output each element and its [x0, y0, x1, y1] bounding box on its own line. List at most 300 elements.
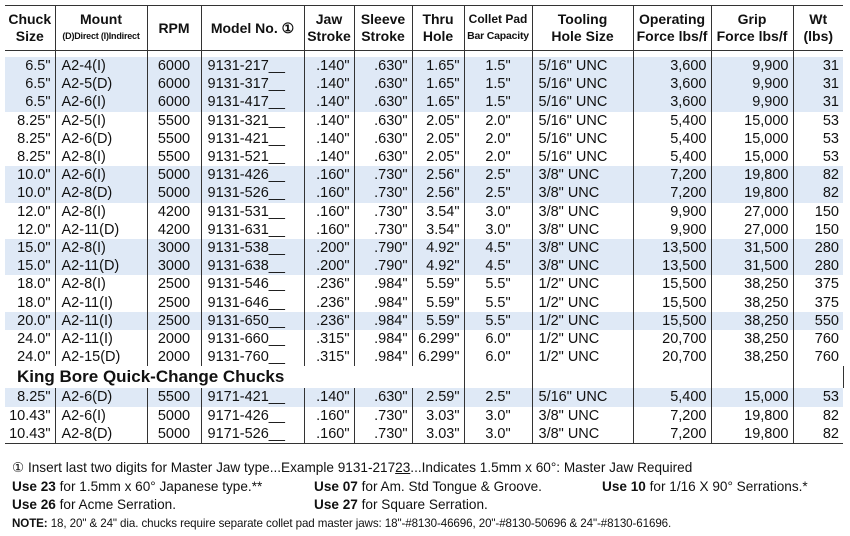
cell-operating-force: 20,700 — [633, 330, 711, 348]
cell-grip-force: 19,800 — [711, 166, 793, 184]
cell-tooling-hole-size: 1/2" UNC — [532, 312, 633, 330]
empty-cell — [412, 366, 464, 388]
cell-rpm: 5000 — [147, 407, 201, 425]
empty-cell — [793, 366, 843, 388]
table-row — [5, 257, 843, 275]
header-model-no — [201, 6, 304, 51]
master-jaw-note — [12, 459, 844, 478]
cell-tooling-hole-size: 5/16" UNC — [532, 57, 633, 75]
cell-mount: A2-6(I) — [55, 93, 147, 111]
table-row — [5, 330, 843, 348]
cell-sleeve-stroke: .790" — [354, 257, 412, 275]
cell-collet-pad-bar-capacity: 6.0" — [464, 348, 532, 366]
cell-weight: 82 — [793, 166, 843, 184]
cell-operating-force: 7,200 — [633, 425, 711, 444]
cell-chuck-size: 8.25" — [5, 148, 55, 166]
cell-mount: A2-8(I) — [55, 239, 147, 257]
cell-tooling-hole-size: 5/16" UNC — [532, 75, 633, 93]
king-bore-title: King Bore Quick-Change Chucks — [17, 366, 285, 386]
cell-thru-hole: 2.05" — [412, 112, 464, 130]
cell-thru-hole: 1.65" — [412, 93, 464, 111]
cell-mount: A2-6(I) — [55, 166, 147, 184]
cell-rpm: 2500 — [147, 275, 201, 293]
cell-collet-pad-bar-capacity: 5.5" — [464, 294, 532, 312]
cell-jaw-stroke: .140" — [304, 93, 354, 111]
cell-tooling-hole-size: 5/16" UNC — [532, 388, 633, 406]
cell-sleeve-stroke: .984" — [354, 294, 412, 312]
header-line1: Collet Pad — [468, 12, 528, 26]
header-line1: Jaw — [315, 11, 343, 27]
table-body — [5, 51, 843, 444]
cell-tooling-hole-size: 1/2" UNC — [532, 348, 633, 366]
cell-chuck-size: 10.43" — [5, 425, 55, 444]
header-line2: Bar Capacity — [467, 30, 529, 42]
cell-operating-force: 5,400 — [633, 388, 711, 406]
cell-tooling-hole-size: 1/2" UNC — [532, 330, 633, 348]
cell-weight: 53 — [793, 388, 843, 406]
header-line2: (D)Direct (I)Indirect — [62, 31, 140, 41]
cell-chuck-size: 24.0" — [5, 348, 55, 366]
cell-weight: 82 — [793, 184, 843, 202]
cell-model-no: 9131-421__ — [201, 130, 304, 148]
cell-operating-force: 5,400 — [633, 112, 711, 130]
code-desc: for Am. Std Tongue & Groove. — [357, 478, 542, 494]
cell-chuck-size: 10.0" — [5, 166, 55, 184]
header-line2: Model No. ① — [210, 19, 295, 36]
cell-weight: 280 — [793, 239, 843, 257]
use-codes-row-2 — [12, 496, 844, 515]
cell-jaw-stroke: .160" — [304, 407, 354, 425]
cell-thru-hole: 5.59" — [412, 294, 464, 312]
cell-tooling-hole-size: 3/8" UNC — [532, 221, 633, 239]
cell-collet-pad-bar-capacity: 3.0" — [464, 425, 532, 444]
header-thru-hole — [412, 6, 464, 51]
cell-rpm: 2000 — [147, 348, 201, 366]
cell-jaw-stroke: .160" — [304, 425, 354, 444]
cell-rpm: 4200 — [147, 221, 201, 239]
table-row — [5, 312, 843, 330]
cell-tooling-hole-size: 3/8" UNC — [532, 239, 633, 257]
cell-jaw-stroke: .140" — [304, 388, 354, 406]
cell-jaw-stroke: .200" — [304, 257, 354, 275]
cell-model-no: 9131-538__ — [201, 239, 304, 257]
cell-grip-force: 38,250 — [711, 312, 793, 330]
cell-model-no: 9131-531__ — [201, 203, 304, 221]
cell-mount: A2-11(I) — [55, 312, 147, 330]
cell-operating-force: 20,700 — [633, 348, 711, 366]
cell-chuck-size: 15.0" — [5, 239, 55, 257]
cell-chuck-size: 6.5" — [5, 57, 55, 75]
cell-chuck-size: 8.25" — [5, 112, 55, 130]
cell-chuck-size: 6.5" — [5, 75, 55, 93]
cell-sleeve-stroke: .630" — [354, 93, 412, 111]
cell-mount: A2-6(D) — [55, 130, 147, 148]
cell-operating-force: 3,600 — [633, 57, 711, 75]
cell-thru-hole: 2.56" — [412, 184, 464, 202]
cell-collet-pad-bar-capacity: 2.5" — [464, 166, 532, 184]
table-header — [5, 6, 843, 51]
cell-model-no: 9131-217__ — [201, 57, 304, 75]
header-weight — [793, 6, 843, 51]
cell-jaw-stroke: .315" — [304, 330, 354, 348]
cell-model-no: 9131-426__ — [201, 166, 304, 184]
cell-weight: 82 — [822, 407, 839, 424]
cell-collet-pad-bar-capacity: 1.5" — [464, 57, 532, 75]
cell-sleeve-stroke: .630" — [354, 112, 412, 130]
cell-mount: A2-6(D) — [55, 388, 147, 406]
cell-model-no: 9131-546__ — [201, 275, 304, 293]
cell-chuck-size: 8.25" — [5, 388, 55, 406]
cell-collet-pad-bar-capacity: 2.0" — [464, 148, 532, 166]
header-tooling-hole-size — [532, 6, 633, 51]
cell-weight: 150 — [814, 203, 839, 220]
cell-sleeve-stroke: .630" — [354, 57, 412, 75]
cell-model-no: 9131-521__ — [201, 148, 304, 166]
cell-collet-pad-bar-capacity: 4.5" — [464, 257, 532, 275]
code-label: Use 26 — [12, 497, 56, 512]
cell-weight: 53 — [822, 149, 839, 166]
cell-weight: 760 — [814, 331, 839, 348]
header-grip-force — [711, 6, 793, 51]
cell-rpm: 5500 — [147, 112, 201, 130]
cell-sleeve-stroke: .630" — [354, 130, 412, 148]
table-row — [5, 425, 843, 444]
cell-sleeve-stroke: .730" — [354, 407, 412, 425]
cell-jaw-stroke: .200" — [304, 239, 354, 257]
cell-tooling-hole-size: 5/16" UNC — [532, 112, 633, 130]
cell-sleeve-stroke: .984" — [354, 348, 412, 366]
cell-rpm: 6000 — [147, 93, 201, 111]
header-line2: RPM — [158, 19, 190, 36]
cell-rpm: 5500 — [147, 130, 201, 148]
cell-collet-pad-bar-capacity: 4.5" — [464, 239, 532, 257]
cell-chuck-size: 24.0" — [5, 330, 55, 348]
cell-rpm: 4200 — [147, 203, 201, 221]
cell-thru-hole: 3.03" — [412, 425, 464, 444]
cell-model-no: 9131-321__ — [201, 112, 304, 130]
cell-rpm: 6000 — [147, 57, 201, 75]
header-line1: Tooling — [557, 11, 608, 27]
cell-mount: A2-8(I) — [55, 203, 147, 221]
cell-weight: 31 — [793, 57, 843, 75]
cell-weight: 150 — [814, 221, 839, 238]
chuck-spec-table — [5, 5, 844, 444]
cell-grip-force: 27,000 — [711, 203, 793, 221]
cell-thru-hole: 5.59" — [412, 312, 464, 330]
cell-collet-pad-bar-capacity: 5.5" — [464, 275, 532, 293]
cell-thru-hole: 2.56" — [412, 166, 464, 184]
cell-weight: 53 — [822, 112, 839, 129]
table-row — [5, 348, 843, 366]
cell-model-no: 9171-426__ — [201, 407, 304, 425]
header-sleeve-stroke — [354, 6, 412, 51]
cell-grip-force: 9,900 — [711, 75, 793, 93]
cell-mount: A2-5(I) — [55, 112, 147, 130]
table-row — [5, 93, 843, 111]
cell-rpm: 5000 — [147, 425, 201, 444]
cell-sleeve-stroke: .730" — [354, 184, 412, 202]
cell-operating-force: 5,400 — [633, 130, 711, 148]
cell-rpm: 2500 — [147, 312, 201, 330]
cell-sleeve-stroke: .630" — [354, 148, 412, 166]
cell-sleeve-stroke: .730" — [354, 425, 412, 444]
table-row — [5, 75, 843, 93]
header-line1: Operating — [638, 11, 706, 27]
cell-grip-force: 9,900 — [711, 93, 793, 111]
table-row — [5, 112, 843, 130]
cell-jaw-stroke: .160" — [304, 166, 354, 184]
cell-operating-force: 15,500 — [633, 294, 711, 312]
cell-chuck-size: 12.0" — [5, 203, 55, 221]
cell-tooling-hole-size: 3/8" UNC — [532, 425, 633, 444]
header-mount — [55, 6, 147, 51]
cell-thru-hole: 4.92" — [412, 257, 464, 275]
cell-thru-hole: 2.05" — [412, 148, 464, 166]
header-line2: Force lbs/f — [716, 28, 788, 44]
cell-grip-force: 9,900 — [711, 57, 793, 75]
table-row — [5, 275, 843, 293]
cell-model-no: 9131-646__ — [201, 294, 304, 312]
cell-chuck-size: 18.0" — [5, 294, 55, 312]
cell-jaw-stroke: .140" — [304, 75, 354, 93]
cell-thru-hole: 6.299" — [412, 330, 464, 348]
cell-grip-force: 15,000 — [711, 112, 793, 130]
code-label: Use 07 — [314, 478, 358, 494]
cell-sleeve-stroke: .984" — [354, 330, 412, 348]
header-operating-force — [633, 6, 711, 51]
cell-collet-pad-bar-capacity: 2.5" — [464, 388, 532, 406]
king-bore-heading-row — [5, 366, 843, 388]
cell-thru-hole: 3.54" — [412, 221, 464, 239]
cell-chuck-size: 10.0" — [5, 184, 55, 202]
cell-rpm: 2500 — [147, 294, 201, 312]
header-jaw-stroke — [304, 6, 354, 51]
code-desc: for 1.5mm x 60° Japanese type.** — [55, 478, 263, 494]
cell-model-no: 9131-317__ — [201, 75, 304, 93]
cell-mount: A2-8(I) — [55, 148, 147, 166]
cell-jaw-stroke: .140" — [304, 130, 354, 148]
cell-operating-force: 13,500 — [633, 257, 711, 275]
cell-grip-force: 38,250 — [711, 330, 793, 348]
cell-thru-hole: 6.299" — [412, 348, 464, 366]
cell-operating-force: 9,900 — [633, 221, 711, 239]
cell-mount: A2-8(D) — [55, 184, 147, 202]
cell-mount: A2-11(D) — [55, 257, 147, 275]
cell-tooling-hole-size: 3/8" UNC — [532, 203, 633, 221]
empty-cell — [532, 366, 633, 388]
header-line1: Sleeve — [360, 11, 406, 27]
header-line2: Hole — [422, 28, 454, 44]
cell-operating-force: 5,400 — [633, 148, 711, 166]
cell-jaw-stroke: .236" — [304, 312, 354, 330]
cell-collet-pad-bar-capacity: 1.5" — [464, 75, 532, 93]
cell-grip-force: 15,000 — [711, 148, 793, 166]
cell-rpm: 3000 — [147, 257, 201, 275]
cell-mount: A2-6(I) — [55, 407, 147, 425]
cell-sleeve-stroke: .790" — [354, 239, 412, 257]
table-row — [5, 57, 843, 75]
cell-thru-hole: 2.05" — [412, 130, 464, 148]
cell-weight: 53 — [822, 130, 839, 147]
cell-grip-force: 19,800 — [711, 407, 793, 425]
note-underlined-digits: 23 — [395, 460, 411, 475]
cell-model-no: 9171-526__ — [201, 425, 304, 444]
table-row — [5, 184, 843, 202]
table-row — [5, 130, 843, 148]
cell-collet-pad-bar-capacity: 3.0" — [464, 203, 532, 221]
table-row — [5, 407, 843, 425]
cell-chuck-size: 10.43" — [5, 407, 55, 425]
cell-jaw-stroke: .236" — [304, 275, 354, 293]
cell-thru-hole: 2.59" — [412, 388, 464, 406]
cell-operating-force: 15,500 — [633, 312, 711, 330]
cell-grip-force: 38,250 — [711, 294, 793, 312]
code-desc: for Acme Serration. — [55, 497, 176, 512]
cell-weight: 31 — [793, 93, 843, 111]
code-label: Use 10 — [602, 478, 646, 494]
note-text: ① Insert last two digits for Master Jaw type...Example 9131-217 — [12, 460, 396, 475]
cell-tooling-hole-size: 5/16" UNC — [532, 148, 633, 166]
cell-rpm: 5000 — [147, 166, 201, 184]
cell-tooling-hole-size: 1/2" UNC — [532, 275, 633, 293]
cell-tooling-hole-size: 3/8" UNC — [532, 407, 633, 425]
empty-cell — [633, 366, 711, 388]
cell-rpm: 6000 — [147, 75, 201, 93]
cell-operating-force: 15,500 — [633, 275, 711, 293]
cell-jaw-stroke: .160" — [304, 184, 354, 202]
header-line2: Size — [15, 28, 44, 44]
cell-weight: 375 — [814, 276, 839, 293]
cell-sleeve-stroke: .630" — [354, 388, 412, 406]
cell-jaw-stroke: .140" — [304, 112, 354, 130]
cell-chuck-size: 20.0" — [5, 312, 55, 330]
empty-cell — [711, 366, 793, 388]
header-line2: Force lbs/f — [636, 28, 708, 44]
cell-thru-hole: 3.54" — [412, 203, 464, 221]
cell-operating-force: 7,200 — [633, 166, 711, 184]
cell-mount: A2-11(D) — [55, 221, 147, 239]
cell-weight: 31 — [793, 75, 843, 93]
cell-operating-force: 3,600 — [633, 93, 711, 111]
cell-jaw-stroke: .140" — [304, 148, 354, 166]
cell-grip-force: 19,800 — [711, 425, 793, 444]
empty-cell — [464, 366, 532, 388]
cell-jaw-stroke: .140" — [304, 57, 354, 75]
cell-tooling-hole-size: 5/16" UNC — [532, 130, 633, 148]
cell-tooling-hole-size: 3/8" UNC — [532, 257, 633, 275]
cell-model-no: 9131-660__ — [201, 330, 304, 348]
table-row — [5, 239, 843, 257]
header-line1: Chuck — [8, 11, 52, 27]
cell-operating-force: 3,600 — [633, 75, 711, 93]
cell-sleeve-stroke: .984" — [354, 312, 412, 330]
cell-mount: A2-5(D) — [55, 75, 147, 93]
header-line1: Wt — [809, 11, 828, 27]
header-line2: Stroke — [361, 28, 405, 44]
cell-sleeve-stroke: .730" — [354, 166, 412, 184]
cell-grip-force: 27,000 — [711, 221, 793, 239]
cell-tooling-hole-size: 3/8" UNC — [532, 184, 633, 202]
cell-jaw-stroke: .315" — [304, 348, 354, 366]
cell-operating-force: 7,200 — [633, 407, 711, 425]
cell-grip-force: 19,800 — [711, 184, 793, 202]
cell-tooling-hole-size: 3/8" UNC — [532, 166, 633, 184]
cell-chuck-size: 12.0" — [5, 221, 55, 239]
header-line2: (lbs) — [803, 28, 834, 44]
code-label: Use 27 — [314, 497, 358, 512]
header-line2: Hole Size — [551, 28, 614, 44]
cell-sleeve-stroke: .730" — [354, 203, 412, 221]
cell-model-no: 9131-417__ — [201, 93, 304, 111]
note-text: 18, 20" & 24" dia. chucks require separate collet pad master jaws: 18"-#8130-46696, 20"-#8130-50696 & 24"-#8130-61696. — [47, 516, 672, 530]
cell-weight: 760 — [814, 349, 839, 366]
cell-grip-force: 31,500 — [711, 257, 793, 275]
cell-weight: 82 — [793, 425, 843, 444]
cell-grip-force: 38,250 — [711, 275, 793, 293]
header-chuck-size — [5, 6, 55, 51]
cell-rpm: 3000 — [147, 239, 201, 257]
code-label: Use 23 — [12, 478, 56, 494]
header-line1: Grip — [737, 11, 767, 27]
cell-model-no: 9171-421__ — [201, 388, 304, 406]
cell-chuck-size: 15.0" — [5, 257, 55, 275]
cell-mount: A2-8(I) — [55, 275, 147, 293]
cell-rpm: 5500 — [147, 148, 201, 166]
cell-collet-pad-bar-capacity: 1.5" — [464, 93, 532, 111]
cell-weight: 550 — [793, 312, 843, 330]
header-line1: Mount — [80, 11, 122, 27]
cell-jaw-stroke: .160" — [304, 203, 354, 221]
cell-chuck-size: 8.25" — [5, 130, 55, 148]
cell-thru-hole: 4.92" — [412, 239, 464, 257]
cell-grip-force: 15,000 — [711, 130, 793, 148]
header-rpm — [147, 6, 201, 51]
code-desc: for Square Serration. — [357, 497, 488, 512]
cell-model-no: 9131-631__ — [201, 221, 304, 239]
cell-thru-hole: 3.03" — [412, 407, 464, 425]
cell-chuck-size: 6.5" — [5, 93, 55, 111]
header-collet-pad-bar-capacity — [464, 6, 532, 51]
table-row — [5, 203, 843, 221]
cell-chuck-size: 18.0" — [5, 275, 55, 293]
cell-grip-force: 31,500 — [711, 239, 793, 257]
cell-sleeve-stroke: .730" — [354, 221, 412, 239]
cell-sleeve-stroke: .984" — [354, 275, 412, 293]
cell-weight: 280 — [793, 257, 843, 275]
cell-mount: A2-11(I) — [55, 294, 147, 312]
cell-tooling-hole-size: 5/16" UNC — [532, 93, 633, 111]
cell-weight: 375 — [814, 294, 839, 311]
collet-pad-note — [12, 515, 844, 534]
notes-section — [12, 459, 844, 533]
cell-model-no: 9131-526__ — [201, 184, 304, 202]
cell-mount: A2-4(I) — [55, 57, 147, 75]
cell-operating-force: 7,200 — [633, 184, 711, 202]
table-row — [5, 388, 843, 406]
header-line1: Thru — [422, 11, 454, 27]
king-bore-title-cell — [5, 366, 412, 388]
table-row — [5, 148, 843, 166]
cell-collet-pad-bar-capacity: 2.5" — [464, 184, 532, 202]
cell-grip-force: 15,000 — [711, 388, 793, 406]
cell-thru-hole: 1.65" — [412, 75, 464, 93]
cell-mount: A2-15(D) — [55, 348, 147, 366]
cell-thru-hole: 5.59" — [412, 275, 464, 293]
cell-mount: A2-11(I) — [55, 330, 147, 348]
table-row — [5, 294, 843, 312]
cell-model-no: 9131-638__ — [201, 257, 304, 275]
code-desc: for 1/16 X 90° Serrations.* — [645, 478, 808, 494]
